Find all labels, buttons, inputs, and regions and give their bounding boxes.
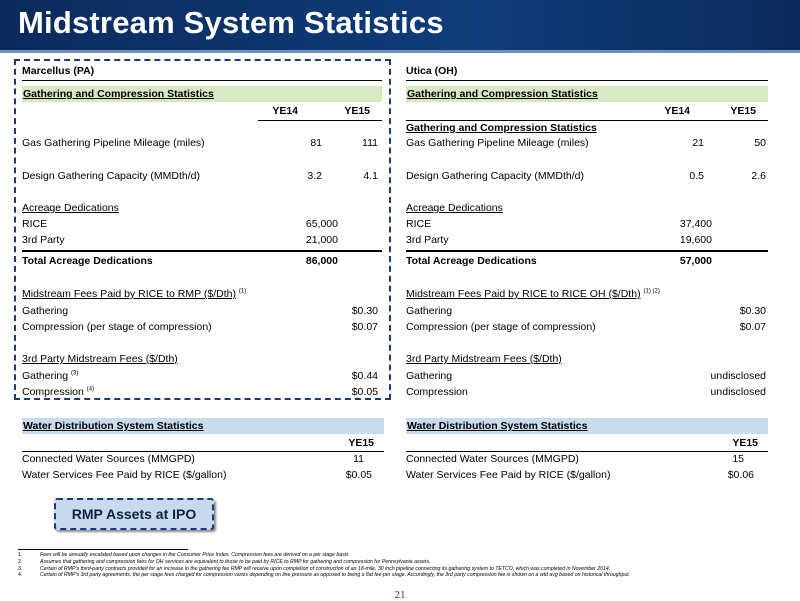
footnote-4: 4. Certain of RMP's 3rd party agreements, the per stage fees charged for compression varies depending on line pressure as opposed to being a flat fee per stage. Accordingly, the 3rd party compression fee is shown on a wtd avg based on historical throughput.: [18, 572, 631, 579]
utica-gathering-bar: Gathering and Compression Statistics: [406, 86, 768, 102]
midstream-fees-heading: Midstream Fees Paid by RICE to RICE OH ($/Dth): [406, 288, 641, 300]
utica-panel: [406, 64, 768, 404]
footnotes: [18, 552, 793, 579]
total-divider: [406, 250, 768, 252]
title-underline: [0, 50, 800, 53]
gathering-fee-value: $0.30: [739, 305, 766, 317]
footnote-ref: (1) (2): [643, 288, 660, 295]
third-compression-fee: $0.05: [351, 386, 378, 398]
water-sources-label: Connected Water Sources (MMGPD): [406, 453, 579, 465]
water-fee-label: Water Services Fee Paid by RICE ($/gallon): [406, 469, 611, 481]
water-oh-panel: [406, 418, 768, 480]
water-pa-panel: [22, 418, 384, 480]
compression-fee-value: $0.07: [351, 321, 378, 333]
water-sources-value: 11: [353, 453, 364, 465]
gathering-fee-label: Gathering: [406, 305, 453, 317]
third-compression-label: Compression: [22, 386, 84, 398]
pipeline-mileage-label: Gas Gathering Pipeline Mileage (miles): [406, 137, 589, 149]
rmp-assets-at-ipo-button[interactable]: RMP Assets at IPO: [54, 498, 214, 530]
rice-acreage-value: 37,400: [679, 218, 712, 230]
pipeline-mileage-ye15: 111: [362, 137, 378, 149]
marcellus-region-title: Marcellus (PA): [22, 65, 95, 77]
third-party-acreage-label: 3rd Party: [22, 234, 65, 246]
gathering-capacity-label: Design Gathering Capacity (MMDth/d): [22, 170, 200, 182]
divider: [406, 80, 768, 81]
compression-fee-value: $0.07: [739, 321, 766, 333]
marcellus-gathering-bar: Gathering and Compression Statistics: [22, 86, 382, 102]
gathering-capacity-label: Design Gathering Capacity (MMDth/d): [406, 170, 584, 182]
gathering-capacity-ye15: 2.6: [751, 170, 766, 182]
rice-acreage-label: RICE: [22, 218, 48, 230]
col-ye14-header: YE14: [272, 105, 298, 117]
third-gathering-label: Gathering: [22, 370, 69, 382]
gathering-fee-label: Gathering: [22, 305, 69, 317]
third-party-acreage-value: 19,600: [679, 234, 712, 246]
total-acreage-label: Total Acreage Dedications: [22, 255, 153, 267]
pipeline-mileage-ye15: 50: [754, 137, 766, 149]
acreage-heading: Acreage Dedications: [22, 202, 119, 214]
footnote-2: 2. Assumes that gathering and compression fees for OH services are equivalent to those to be paid by RICE to RMP for gathering and compression for Pennsylvania assets.: [18, 558, 431, 565]
third-party-acreage-value: 21,000: [305, 234, 338, 246]
footnote-ref: (3): [71, 370, 79, 377]
gathering-capacity-ye14: 3.2: [307, 170, 322, 182]
pipeline-mileage-ye14: 81: [310, 137, 322, 149]
third-party-acreage-label: 3rd Party: [406, 234, 449, 246]
rice-acreage-value: 65,000: [305, 218, 338, 230]
water-col-ye15: YE15: [348, 437, 374, 449]
third-party-fees-heading: 3rd Party Midstream Fees ($/Dth): [406, 353, 562, 365]
col-ye15-header: YE15: [730, 105, 756, 117]
midstream-fees-heading: Midstream Fees Paid by RICE to RMP ($/Dth): [22, 288, 236, 300]
water-fee-value: $0.06: [727, 469, 754, 481]
total-acreage-value: 86,000: [305, 255, 338, 267]
compression-fee-label: Compression (per stage of compression): [406, 321, 596, 333]
footnote-1: 1. Fees will be annually escalated based upon changes in the Consumer Price Index. Compression fees are derived on a per stage basis: [18, 552, 349, 558]
pipeline-mileage-ye14: 21: [692, 137, 704, 149]
footnote-ref: (4): [86, 386, 95, 393]
title-bar: [0, 0, 800, 50]
footnote-rule: [18, 549, 188, 550]
utica-region-title: Utica (OH): [406, 65, 458, 77]
compression-fee-label: Compression (per stage of compression): [22, 321, 212, 333]
footnote-3: 3. Certain of RMP's third-party contracts provided for an increase in the gathering fee RMP will receive upon completion of construction of an 18-mile, 30 inch pipeline connecting its gathering system to TETCO, which was completed in November 2014.: [18, 565, 611, 572]
third-compression-label: Compression: [406, 386, 468, 398]
total-acreage-value: 57,000: [679, 255, 712, 267]
total-acreage-label: Total Acreage Dedications: [406, 255, 537, 267]
acreage-heading: Acreage Dedications: [406, 202, 503, 214]
water-fee-label: Water Services Fee Paid by RICE ($/gallon): [22, 469, 227, 481]
third-gathering-fee: undisclosed: [710, 370, 766, 382]
water-col-ye15: YE15: [732, 437, 758, 449]
water-sources-value: 15: [732, 453, 744, 465]
utica-sub-heading: Gathering and Compression Statistics: [406, 122, 597, 134]
water-pa-bar: Water Distribution System Statistics: [22, 418, 384, 434]
footnote-ref: (1): [238, 288, 247, 295]
water-sources-label: Connected Water Sources (MMGPD): [22, 453, 195, 465]
third-compression-fee: undisclosed: [710, 386, 766, 398]
rice-acreage-label: RICE: [406, 218, 432, 230]
divider: [22, 80, 382, 81]
third-party-fees-heading: 3rd Party Midstream Fees ($/Dth): [22, 353, 178, 365]
marcellus-panel: [22, 64, 382, 404]
water-fee-value: $0.05: [345, 469, 372, 481]
col-ye14-header: YE14: [664, 105, 690, 117]
third-gathering-label: Gathering: [406, 370, 453, 382]
page-title: Midstream System Statistics: [18, 5, 444, 40]
gathering-capacity-ye15: 4.1: [363, 170, 378, 182]
gathering-capacity-ye14: 0.5: [689, 170, 704, 182]
page-number: 21: [394, 589, 406, 601]
third-gathering-fee: $0.44: [351, 370, 378, 382]
pipeline-mileage-label: Gas Gathering Pipeline Mileage (miles): [22, 137, 205, 149]
header-underline: [258, 120, 382, 121]
gathering-fee-value: $0.30: [351, 305, 378, 317]
total-divider: [22, 250, 382, 252]
water-oh-bar: Water Distribution System Statistics: [406, 418, 768, 434]
col-ye15-header: YE15: [344, 105, 370, 117]
